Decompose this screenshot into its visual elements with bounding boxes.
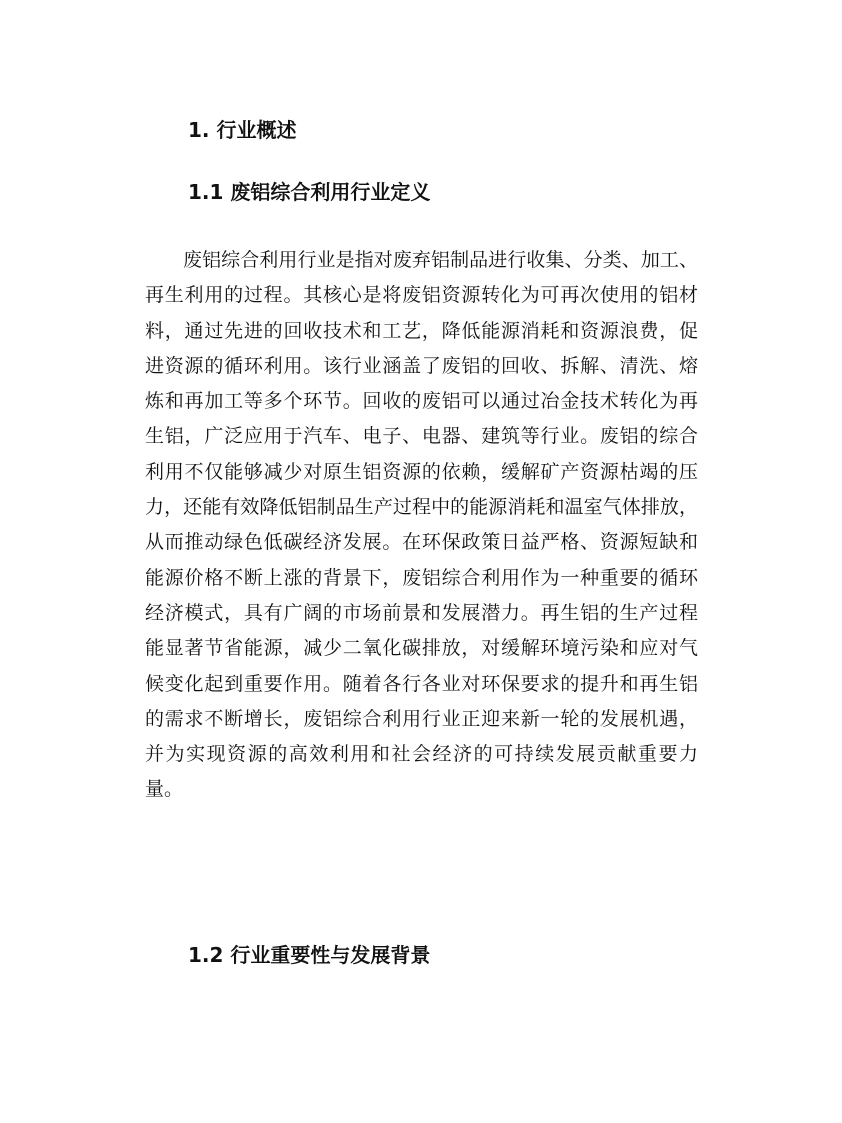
paragraph-line: 料，通过先进的回收技术和工艺，降低能源消耗和资源浪费，促 bbox=[145, 319, 698, 342]
section-heading-1: 1. 行业概述 bbox=[188, 118, 297, 142]
paragraph-line: 生铝，广泛应用于汽车、电子、电器、建筑等行业。废铝的综合 bbox=[145, 425, 698, 448]
paragraph-line: 的需求不断增长，废铝综合利用行业正迎来新一轮的发展机遇， bbox=[145, 707, 698, 730]
paragraph-line: 进资源的循环利用。该行业涵盖了废铝的回收、拆解、清洗、熔 bbox=[145, 354, 698, 377]
section-heading-1-2: 1.2 行业重要性与发展背景 bbox=[188, 943, 431, 967]
paragraph-line: 力，还能有效降低铝制品生产过程中的能源消耗和温室气体排放， bbox=[145, 496, 698, 519]
paragraph-line: 利用不仅能够减少对原生铝资源的依赖，缓解矿产资源枯竭的压 bbox=[145, 460, 698, 483]
definition-paragraph bbox=[145, 243, 698, 808]
paragraph-line: 能显著节省能源，减少二氧化碳排放，对缓解环境污染和应对气 bbox=[145, 637, 698, 660]
paragraph-line: 再生利用的过程。其核心是将废铝资源转化为可再次使用的铝材 bbox=[145, 284, 698, 307]
paragraph-line: 从而推动绿色低碳经济发展。在环保政策日益严格、资源短缺和 bbox=[145, 531, 698, 554]
paragraph-line: 并为实现资源的高效利用和社会经济的可持续发展贡献重要力 bbox=[145, 743, 698, 766]
paragraph-line: 经济模式，具有广阔的市场前景和发展潜力。再生铝的生产过程 bbox=[145, 601, 698, 624]
section-heading-1-1: 1.1 废铝综合利用行业定义 bbox=[188, 180, 431, 204]
paragraph-line: 候变化起到重要作用。随着各行各业对环保要求的提升和再生铝 bbox=[145, 672, 698, 695]
paragraph-line: 量。 bbox=[145, 778, 184, 801]
paragraph-line: 能源价格不断上涨的背景下，废铝综合利用作为一种重要的循环 bbox=[145, 566, 698, 589]
paragraph-line: 炼和再加工等多个环节。回收的废铝可以通过冶金技术转化为再 bbox=[145, 390, 698, 413]
paragraph-line: 废铝综合利用行业是指对废弃铝制品进行收集、分类、加工、 bbox=[183, 249, 698, 271]
